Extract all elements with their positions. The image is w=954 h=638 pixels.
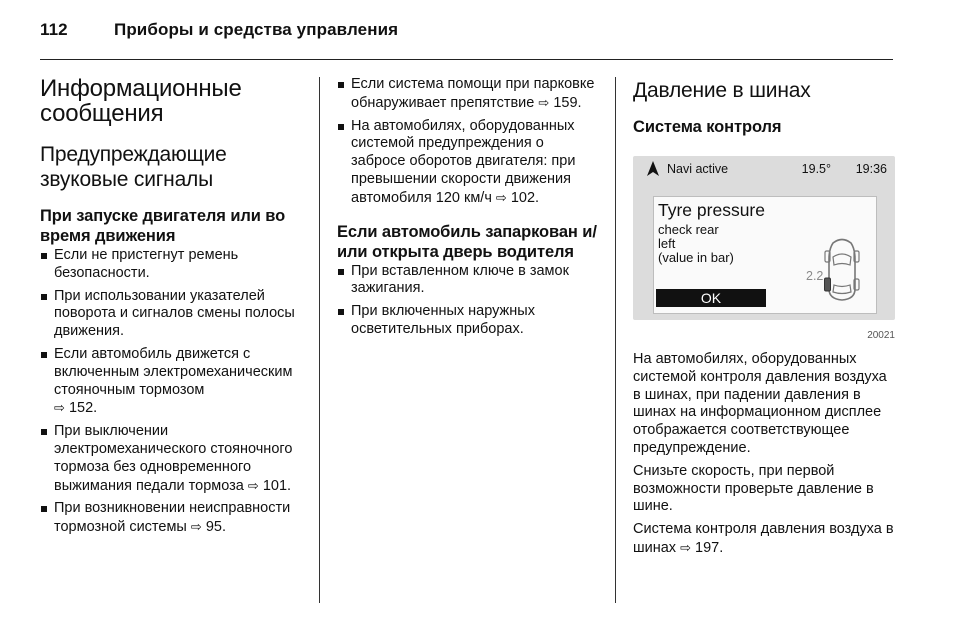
- navi-status: Navi active: [667, 162, 729, 176]
- page-ref: 101.: [262, 477, 292, 494]
- message-line: check rear: [658, 222, 719, 237]
- column-2: [337, 76, 602, 344]
- list-item: Если не пристегнут ремень безопасности.: [40, 247, 305, 283]
- paragraph: Снизьте скорость, при первой возможности проверьте давление в шине.: [633, 462, 874, 515]
- display-figure: [633, 156, 895, 341]
- car-outline-icon: [824, 237, 860, 308]
- clock: 19:36: [855, 162, 887, 176]
- message-title: Tyre pressure: [658, 200, 765, 220]
- page-ref: 152.: [68, 400, 98, 417]
- section-title: Информационные сообщения: [40, 75, 242, 127]
- list-item: На автомобилях, оборудованных системой предупреждения о забросе оборотов двигателя: при превышении скорости движения автомобиля 120 км/ч ⇨ 102.: [337, 118, 602, 208]
- warning-list: [40, 247, 305, 537]
- ok-button: OK: [656, 289, 766, 307]
- info-display: [633, 156, 895, 320]
- message-line: left: [658, 236, 676, 251]
- page-ref-icon: ⇨: [247, 477, 259, 493]
- subheading: Система контроля: [633, 118, 782, 136]
- list-item: Если система помощи при парковке обнаруживает препятствие ⇨ 159.: [337, 76, 602, 113]
- page-ref-icon: ⇨: [680, 539, 691, 555]
- subheading: Если автомобиль запаркован и/или открыта дверь водителя: [337, 222, 597, 261]
- column-1: [40, 76, 305, 542]
- list-item: При вставленном ключе в замок зажигания.: [337, 263, 602, 299]
- column-divider: [319, 77, 320, 603]
- navigation-arrow-icon: [647, 161, 659, 179]
- list-item: При возникновении неисправности тормозной системы ⇨ 95.: [40, 500, 305, 537]
- header-rule: [40, 59, 893, 60]
- warning-list: [337, 263, 602, 339]
- list-item: При выключении электромеханического стояночного тормоза без одновременного выжимания педали тормоза ⇨ 101.: [40, 423, 305, 495]
- list-item: При включенных наружных осветительных приборах.: [337, 303, 602, 339]
- page-ref-icon: ⇨: [190, 519, 202, 535]
- page-ref-icon: ⇨: [538, 94, 550, 110]
- paragraph: Система контроля давления воздуха в шинах ⇨ 197.: [633, 521, 894, 556]
- chapter-title: Приборы и средства управления: [114, 20, 399, 39]
- display-status-bar: [645, 156, 887, 180]
- paragraph: На автомобилях, оборудованных системой контроля давления воздуха в шинах, при падении давления в шинах на информационном дисплее отображается соответствующее предупреждение.: [633, 351, 887, 456]
- page-ref: 95.: [205, 519, 226, 536]
- page-ref-icon: ⇨: [495, 189, 507, 205]
- page-header: [40, 20, 398, 40]
- tyre-pressure-value: 2.2: [806, 269, 824, 283]
- page-ref: 197.: [695, 539, 724, 556]
- page-ref: 159.: [553, 94, 582, 111]
- message-line: (value in bar): [658, 250, 734, 265]
- page-ref-icon: ⇨: [54, 400, 65, 416]
- outside-temperature: 19.5°: [801, 162, 831, 176]
- list-item: При использовании указателей поворота и сигналов смены полосы движения.: [40, 288, 305, 341]
- figure-number: 20021: [867, 330, 895, 341]
- column-3: [633, 76, 895, 558]
- warning-message-box: [653, 196, 877, 314]
- warning-list: [337, 76, 602, 208]
- column-divider: [615, 77, 616, 603]
- section-title: Давление в шинах: [633, 79, 811, 102]
- subsection-title: Предупреждающие звуковые сигналы: [40, 143, 227, 191]
- list-item: Если автомобиль движется с включенным электромеханическим стояночным тормозом ⇨ 152.: [40, 346, 305, 418]
- page-number: 112: [40, 20, 68, 39]
- subheading: При запуске двигателя или во время движения: [40, 207, 286, 245]
- page-ref: 102.: [510, 189, 540, 206]
